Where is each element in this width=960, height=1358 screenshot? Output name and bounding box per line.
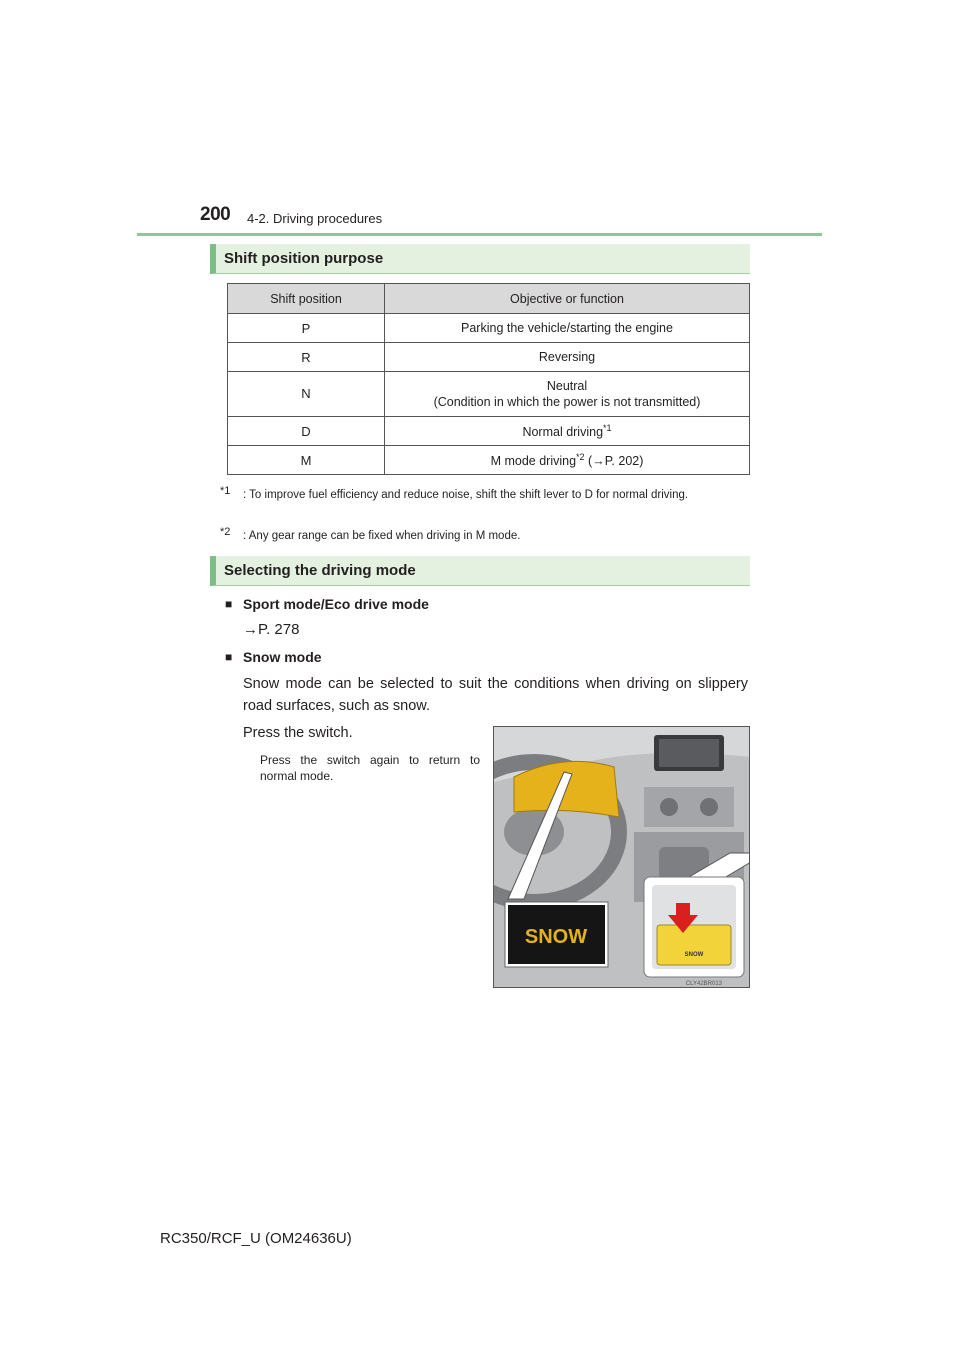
table-cell-function [385,417,750,446]
table-row [228,417,750,446]
heading-selecting-driving-mode [210,556,750,586]
table-row [228,343,750,372]
table-cell-position: P [228,314,385,343]
bullet-square-icon: ■ [225,597,233,611]
instruction-note: Press the switch again to return to normal mode. [260,753,480,783]
page-reference-link[interactable]: (→P. 202) [588,454,644,469]
table-row [228,446,750,475]
heading-text: Shift position purpose [224,250,384,267]
footnote-marker: *2 [576,451,585,462]
footnote-2 [220,526,521,542]
shift-position-table [227,283,750,475]
table-cell-function: Reversing [385,343,750,372]
table-cell-function: Parking the vehicle/starting the engine [385,314,750,343]
heading-shift-position-purpose [210,244,750,274]
illustration-code: CLY42BR013 [685,981,722,987]
snow-mode-illustration [493,726,750,988]
table-cell-function [385,446,750,475]
footnote-1 [220,486,752,505]
table-cell-position: N [228,372,385,417]
footnote-text: : Any gear range can be fixed when driving in M mode. [243,530,521,542]
table-cell-position: R [228,343,385,372]
page-reference-link[interactable]: →P. 278 [243,621,300,638]
table-cell-position: M [228,446,385,475]
table-row [228,372,750,417]
page-number: 200 [200,204,231,225]
subheading-snow-mode: Snow mode [243,649,322,665]
instruction-text: Press the switch. [243,725,353,741]
bullet-square-icon: ■ [225,650,233,664]
table-header-row [228,284,750,314]
header-divider [137,233,822,236]
function-text: M mode driving [490,454,577,469]
subheading-sport-eco: Sport mode/Eco drive mode [243,596,429,612]
function-line: (Condition in which the power is not transmitted) [433,395,701,409]
section-title: 4-2. Driving procedures [247,211,383,226]
function-line: Neutral [546,379,588,393]
table-cell-position: D [228,417,385,446]
snow-display-text: SNOW [524,926,588,948]
footer-model: RC350/RCF_U (OM24636U) [160,1230,352,1247]
snow-mode-description: Snow mode can be selected to suit the conditions when driving on slippery road surfaces, such as snow. [243,676,748,714]
snow-switch-label: SNOW [684,952,704,958]
table-cell-function [385,372,750,417]
heading-text: Selecting the driving mode [224,562,416,579]
footnote-marker: *1 [603,422,612,433]
footnote-marker: *2 [220,526,231,538]
table-row [228,314,750,343]
footnote-text: : To improve fuel efficiency and reduce noise, shift the shift lever to D for normal driving. [243,489,689,501]
table-header-cell: Objective or function [385,284,750,314]
footnote-marker: *1 [220,485,231,497]
function-text: Normal driving [522,425,604,440]
table-header-cell: Shift position [228,284,385,314]
